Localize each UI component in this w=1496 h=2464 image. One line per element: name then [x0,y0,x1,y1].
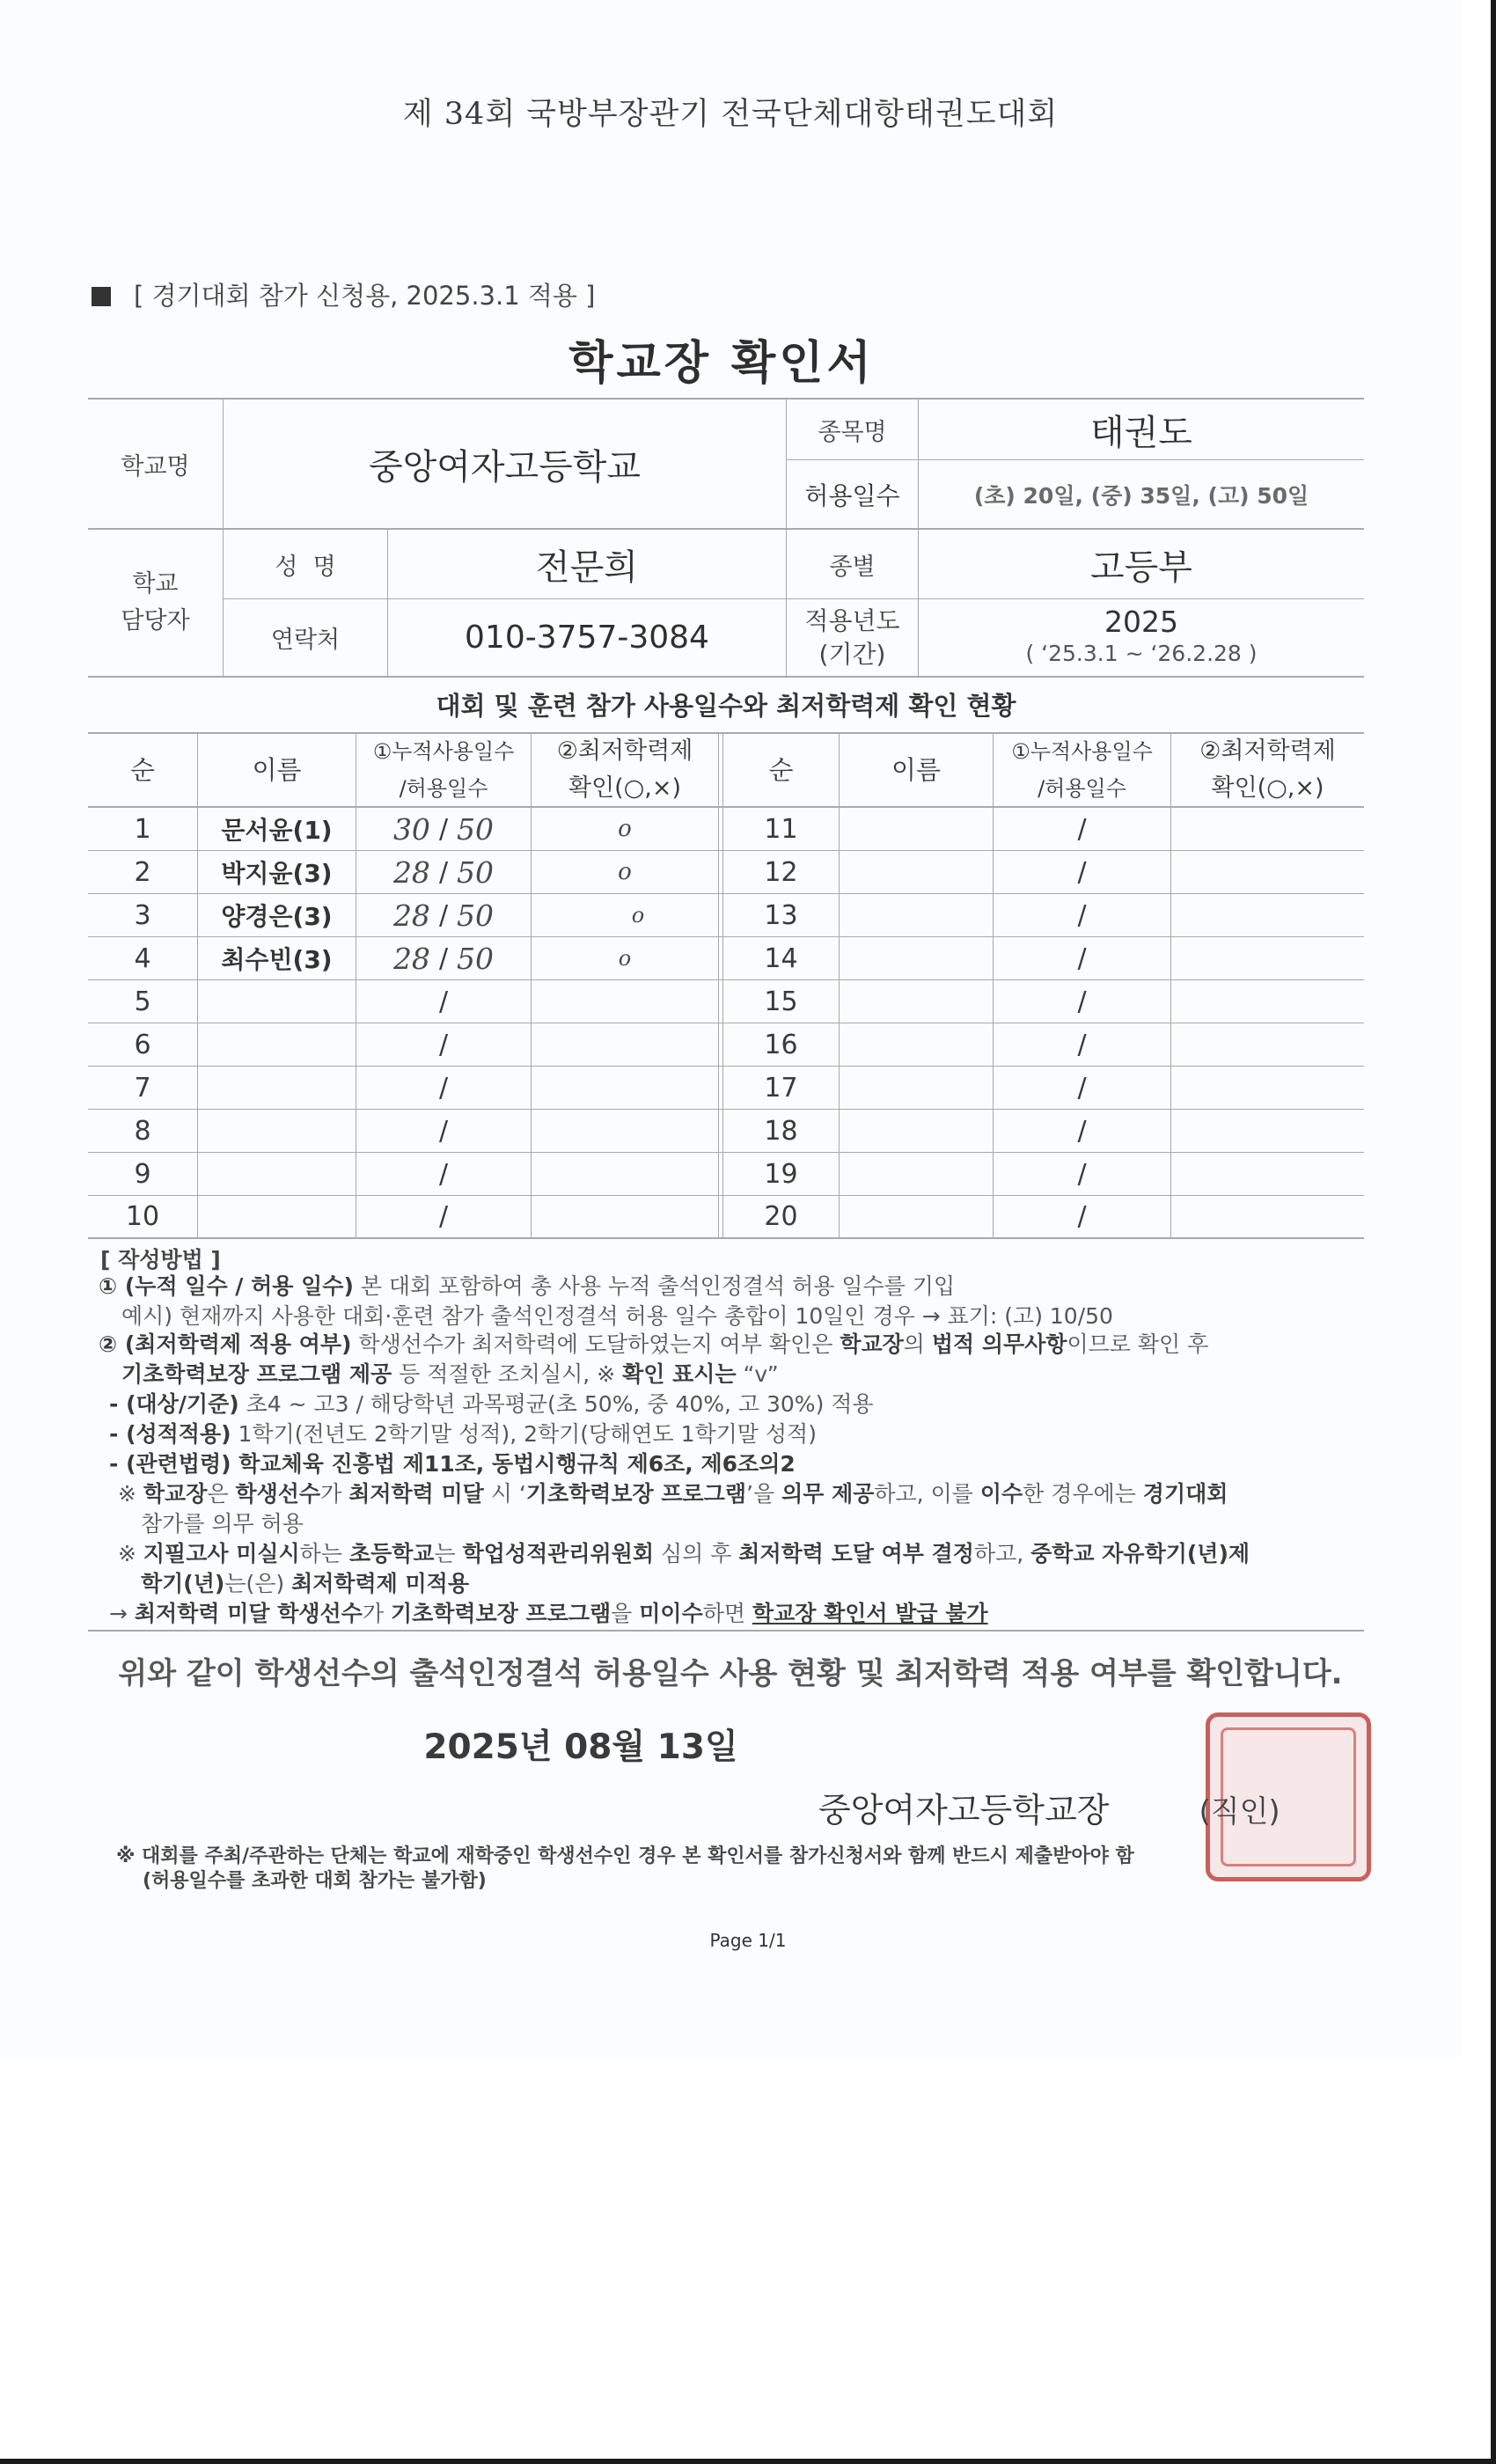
row-no: 17 [764,1072,798,1104]
issue-date: 2025년 08월 13일 [423,1727,738,1767]
instruction-line: ① (누적 일수 / 허용 일수) 본 대회 포함하여 총 사용 누적 출석인정결석 허용 일수를 기입 [99,1273,956,1299]
manager-name-value: 전문희 [536,546,638,588]
row-no: 3 [134,899,151,931]
min-check: o [618,859,632,885]
days-separator: / [1077,1158,1087,1190]
col-header-name-right: 이름 [891,755,942,785]
days-separator: / [438,1115,449,1147]
days-cell [356,894,531,936]
contact-label: 연락처 [270,627,341,654]
school-label: 학교명 [121,452,190,480]
signer-name: 중앙여자고등학교장 [818,1791,1110,1830]
sport-label: 종목명 [818,418,887,446]
row-no: 20 [764,1201,798,1232]
manager-label: 학교 담당자 [121,570,190,634]
days-separator: / [1077,856,1087,888]
footer-note: ※ 대회를 주최/주관하는 단체는 학교에 재학중인 학생선수인 경우 본 확인서를 참가신청서와 함께 반드시 제출받아야 함 [116,1845,1134,1867]
instruction-line: - (관련법령) 학교체육 진흥법 제11조, 동법시행규칙 제6조, 제6조의2 [109,1451,796,1477]
days-separator: / [438,813,449,845]
days-cell [356,851,531,893]
usage-tag [92,276,595,312]
days-separator: / [438,1072,449,1104]
footer-note-2: (허용일수를 초과한 대회 참가는 불가함) [143,1870,487,1892]
student-name: 박지윤(3) [221,859,333,888]
col-header-min-right: ②최저학력제 확인(○,×) [1199,737,1336,802]
sport-value: 태권도 [1090,412,1192,453]
division-label: 종별 [829,553,876,581]
allowed-days: 50 [457,941,495,976]
signer-line [818,1783,1280,1831]
days-separator: / [1077,1029,1087,1060]
row-no: 8 [134,1115,151,1147]
days-separator: / [438,1201,449,1232]
student-name: 최수빈(3) [221,945,333,974]
row-no: 18 [764,1115,798,1147]
instruction-line: 기초학력보장 프로그램 제공 등 적절한 조치실시, ※ 확인 표시는 “v” [121,1361,779,1387]
days-separator: / [438,1029,449,1060]
days-separator: / [438,942,449,974]
min-check: o [618,816,632,842]
row-no: 15 [764,986,798,1017]
year-value: 2025 [1104,604,1178,639]
instruction-line: - (대상/기준) 초4 ~ 고3 / 해당학년 과목평균(초 50%, 중 40%, 고 30%) 적용 [109,1391,874,1417]
min-check: o [631,903,645,928]
student-name: 문서윤(1) [221,816,333,845]
page-number: Page 1/1 [709,1930,787,1951]
period-value: ( ‘25.3.1 ~ ‘26.2.28 ) [1025,640,1258,666]
used-days: 28 [392,941,430,976]
school-value: 중앙여자고등학교 [368,446,642,488]
scan-edge-right [1491,0,1496,2464]
row-no: 7 [134,1072,151,1104]
col-header-days-right: ①누적사용일수 /허용일수 [1011,739,1153,801]
row-no: 9 [134,1158,151,1190]
square-bullet-icon [92,287,111,306]
status-section-title: 대회 및 훈련 참가 사용일수와 최저학력제 확인 현황 [436,690,1016,721]
days-separator: / [1077,942,1087,974]
instruction-line: 학기(년)는(은) 최저학력제 미적용 [141,1571,469,1596]
days-separator: / [1077,1115,1087,1147]
used-days: 30 [392,811,430,847]
allowed-days-value: (초) 20일, (중) 35일, (고) 50일 [973,482,1309,509]
allowed-days: 50 [457,898,495,933]
confirmation-statement: 위와 같이 학생선수의 출석인정결석 허용일수 사용 현황 및 최저학력 적용 여부를 확인합니다. [118,1656,1343,1691]
row-no: 13 [764,899,798,931]
instruction-line: ※ 지필고사 미실시하는 초등학교는 학업성적관리위원회 심의 후 최저학력 도달 여부 결정하고, 중학교 자유학기(년)제 [118,1541,1250,1566]
seal-text: (직인) [1199,1794,1280,1830]
row-no: 6 [134,1029,151,1060]
contact-value: 010-3757-3084 [465,620,709,656]
days-separator: / [438,899,449,931]
days-separator: / [438,856,449,888]
col-header-no-right: 순 [768,755,794,785]
days-separator: / [1077,986,1087,1017]
col-header-min: ②최저학력제 확인(○,×) [556,737,693,802]
instruction-line: ② (최저학력제 적용 여부) 학생선수가 최저학력에 도달하였는지 여부 확인은 학교장의 법적 의무사항이므로 확인 후 [99,1331,1209,1357]
instruction-line: ※ 학교장은 학생선수가 최저학력 미달 시 ‘기초학력보장 프로그램’을 의무 제공하고, 이를 이수한 경우에는 경기대회 [118,1481,1228,1507]
col-header-no: 순 [129,755,155,785]
year-label: 적용년도 (기간) [804,605,900,669]
min-check: o [618,946,632,971]
allowed-days: 50 [457,811,495,847]
days-separator: / [1077,813,1087,845]
days-cell [356,808,531,850]
instructions-heading: [ 작성방법 ] [100,1247,221,1272]
instruction-line: 참가를 의무 허용 [141,1511,304,1536]
name-label: 성 명 [275,553,336,581]
row-no: 14 [764,942,798,974]
days-separator: / [1077,1072,1087,1104]
row-no: 5 [134,986,151,1017]
scan-edge-bottom [0,2459,1496,2464]
row-no: 1 [134,813,151,845]
used-days: 28 [392,898,430,933]
col-header-name: 이름 [252,755,302,785]
row-no: 10 [125,1201,160,1232]
row-no: 19 [764,1158,798,1190]
days-cell [356,937,531,979]
blank-scan-area [0,2057,1496,2464]
division-value: 고등부 [1090,546,1192,588]
row-no: 11 [764,813,798,845]
instruction-line: - (성적적용) 1학기(전년도 2학기말 성적), 2학기(당해연도 1학기말 성적) [109,1421,817,1447]
instruction-line: → 최저학력 미달 학생선수가 기초학력보장 프로그램을 미이수하면 학교장 확인서 발급 불가 [109,1601,988,1626]
days-separator: / [438,1158,449,1190]
allowed-days-label: 허용일수 [804,480,900,510]
student-name: 양경은(3) [221,902,333,931]
row-no: 4 [134,942,151,974]
col-header-days: ①누적사용일수 /허용일수 [372,739,515,801]
row-no: 12 [764,856,798,888]
usage-tag-text: [ 경기대회 참가 신청용, 2025.3.1 적용 ] [134,281,596,311]
row-no: 2 [134,856,151,888]
days-separator: / [1077,899,1087,931]
days-separator: / [1077,1201,1087,1232]
document-title: 학교장 확인서 [568,337,875,390]
days-separator: / [438,986,449,1017]
event-title: 제 34회 국방부장관기 전국단체대항태권도대회 [402,97,1059,132]
used-days: 28 [392,854,430,890]
row-no: 16 [764,1029,798,1060]
instruction-line: 예시) 현재까지 사용한 대회·훈련 참가 출석인정결석 허용 일수 총합이 10일인 경우 → 표기: (고) 10/50 [121,1303,1113,1329]
allowed-days: 50 [457,854,495,890]
year-value-cell [919,599,1364,676]
